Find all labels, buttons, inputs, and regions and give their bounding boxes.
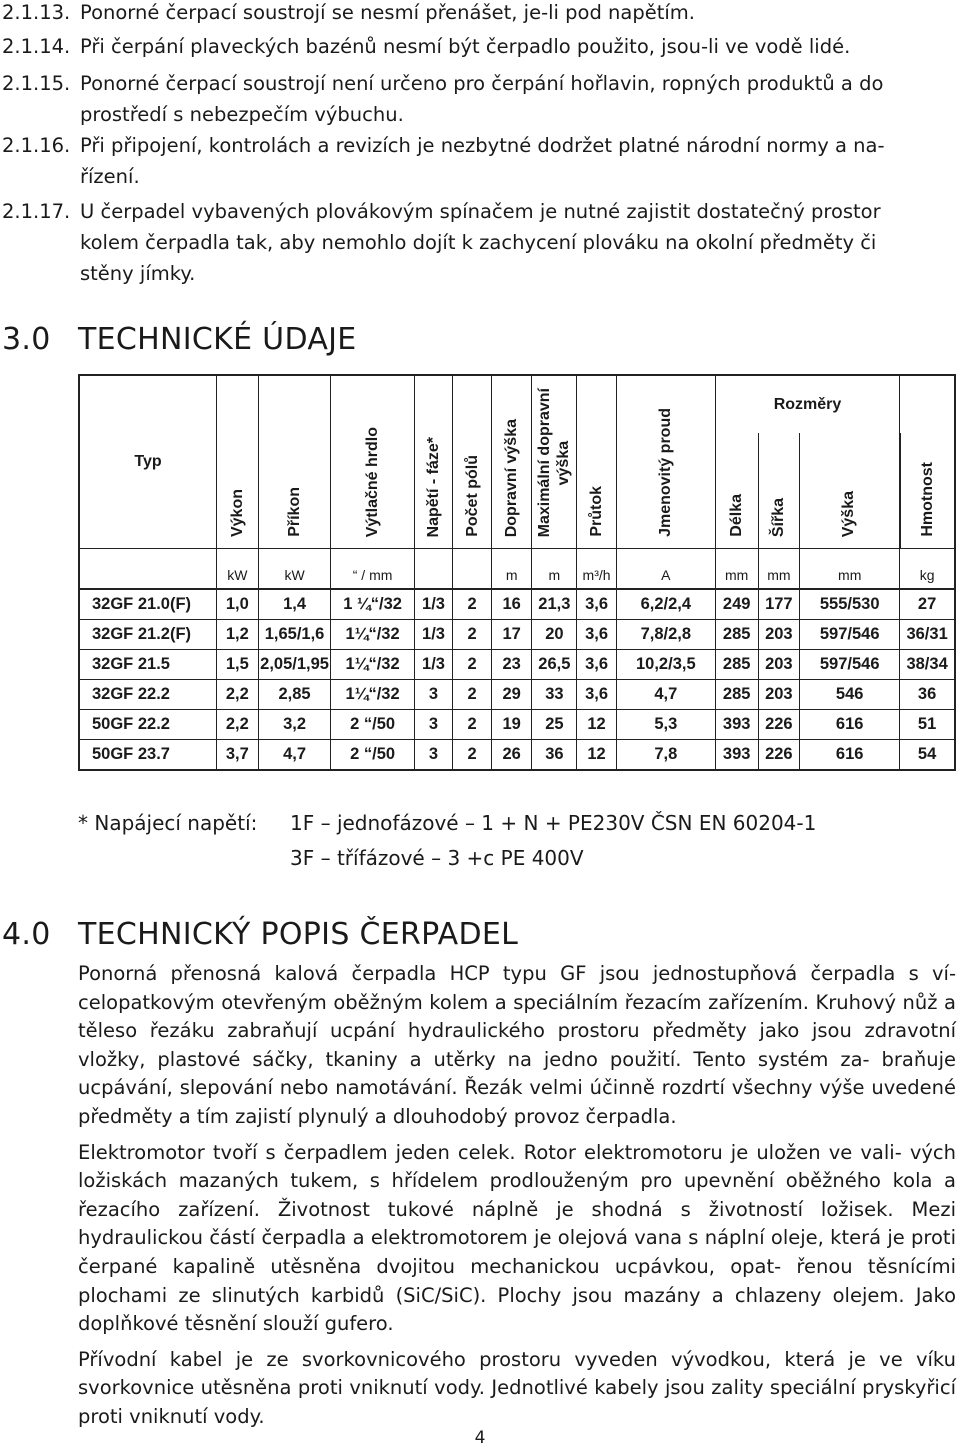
value-cell: 2 xyxy=(453,740,492,771)
unit-cell xyxy=(453,549,492,590)
item-text-line: U čerpadel vybavených plovákovým spínačem je nutné zajistit dostatečný prostor xyxy=(80,200,881,223)
value-cell: 226 xyxy=(758,710,800,740)
header-delka: Délka xyxy=(715,433,758,549)
units-row xyxy=(79,549,955,590)
value-cell: 5,3 xyxy=(616,710,715,740)
value-cell: 2 “/50 xyxy=(331,710,414,740)
value-cell: 7,8/2,8 xyxy=(616,620,715,650)
value-cell: 1,65/1,6 xyxy=(258,620,331,650)
value-cell: 6,2/2,4 xyxy=(616,589,715,620)
value-cell: 1 ¼“/32 xyxy=(331,589,414,620)
item-number: 2.1.16. xyxy=(2,134,71,157)
model-cell: 32GF 21.2(F) xyxy=(79,620,217,650)
unit-cell: m³/h xyxy=(577,549,617,590)
value-cell: 12 xyxy=(577,740,617,771)
unit-cell: mm xyxy=(758,549,800,590)
header-typ: Typ xyxy=(79,375,217,549)
value-cell: 3 xyxy=(414,680,453,710)
item-2-1-17 xyxy=(2,197,960,293)
value-cell: 20 xyxy=(532,620,577,650)
item-number: 2.1.15. xyxy=(2,72,71,95)
technical-data-table xyxy=(78,374,956,771)
header-hmotnost: Hmotnost xyxy=(900,375,955,549)
header-prutok: Průtok xyxy=(577,375,617,549)
value-cell: 16 xyxy=(491,589,532,620)
value-cell: 26 xyxy=(491,740,532,771)
table-row xyxy=(79,680,955,710)
value-cell: 546 xyxy=(800,680,900,710)
value-cell: 36 xyxy=(532,740,577,771)
table-row xyxy=(79,620,955,650)
value-cell: 393 xyxy=(715,740,758,771)
item-text: Při čerpání plaveckých bazénů nesmí být čerpadlo použito, jsou-li ve vodě lidé. xyxy=(80,35,851,58)
header-sirka: Šířka xyxy=(758,433,800,549)
value-cell: 26,5 xyxy=(532,650,577,680)
model-cell: 32GF 21.5 xyxy=(79,650,217,680)
value-cell: 1,4 xyxy=(258,589,331,620)
value-cell: 38/34 xyxy=(900,650,955,680)
item-text-line: kolem čerpadla tak, aby nemohlo dojít k zachycení plováku na okolní předměty či xyxy=(80,231,877,254)
value-cell: 177 xyxy=(758,589,800,620)
value-cell: 2,2 xyxy=(217,680,259,710)
value-cell: 23 xyxy=(491,650,532,680)
value-cell: 3,7 xyxy=(217,740,259,771)
section-number: 4.0 xyxy=(2,917,51,952)
value-cell: 33 xyxy=(532,680,577,710)
value-cell: 203 xyxy=(758,680,800,710)
item-text-line: prostředí s nebezpečím výbuchu. xyxy=(80,103,404,126)
section-3-heading xyxy=(2,322,702,362)
unit-cell: kW xyxy=(258,549,331,590)
value-cell: 3,6 xyxy=(577,620,617,650)
unit-cell: m xyxy=(532,549,577,590)
value-cell: 19 xyxy=(491,710,532,740)
value-cell: 226 xyxy=(758,740,800,771)
item-text-line: řízení. xyxy=(80,165,140,188)
table-row xyxy=(79,650,955,680)
header-prikon: Příkon xyxy=(258,375,331,549)
header-vykon: Výkon xyxy=(217,375,259,549)
item-text-line: Při připojení, kontrolách a revizích je nezbytné dodržet platné národní normy a na- xyxy=(80,134,885,157)
value-cell: 203 xyxy=(758,620,800,650)
item-number: 2.1.14. xyxy=(2,35,71,58)
value-cell: 10,2/3,5 xyxy=(616,650,715,680)
value-cell: 1/3 xyxy=(414,650,453,680)
header-dopravni-vyska: Dopravní výška xyxy=(491,375,532,549)
header-napeti: Napětí - fáze* xyxy=(414,375,453,549)
value-cell: 3,6 xyxy=(577,650,617,680)
description-text xyxy=(78,960,956,1439)
value-cell: 1¼“/32 xyxy=(331,620,414,650)
section-number: 3.0 xyxy=(2,322,51,357)
value-cell: 4,7 xyxy=(258,740,331,771)
value-cell: 1,2 xyxy=(217,620,259,650)
unit-cell: m xyxy=(491,549,532,590)
item-2-1-15 xyxy=(2,69,960,133)
header-rozmery: Rozměry xyxy=(715,375,899,433)
value-cell: 1¼“/32 xyxy=(331,650,414,680)
value-cell: 2,2 xyxy=(217,710,259,740)
value-cell: 2 xyxy=(453,620,492,650)
table-row xyxy=(79,589,955,620)
footnote-1f: 1F – jednofázové – 1 + N + PE230V ČSN EN 60204-1 xyxy=(290,811,817,835)
value-cell: 3,2 xyxy=(258,710,331,740)
value-cell: 3 xyxy=(414,740,453,771)
value-cell: 2 xyxy=(453,589,492,620)
value-cell: 1/3 xyxy=(414,589,453,620)
header-max-dopravni-vyska: Maximální dopravní výška xyxy=(532,375,577,549)
header-hrdlo: Výtlačné hrdlo xyxy=(331,375,414,549)
value-cell: 2 “/50 xyxy=(331,740,414,771)
value-cell: 3 xyxy=(414,710,453,740)
item-text-line: stěny jímky. xyxy=(80,262,196,285)
value-cell: 3,6 xyxy=(577,680,617,710)
value-cell: 203 xyxy=(758,650,800,680)
value-cell: 1,5 xyxy=(217,650,259,680)
value-cell: 21,3 xyxy=(532,589,577,620)
value-cell: 2 xyxy=(453,650,492,680)
value-cell: 597/546 xyxy=(800,650,900,680)
item-2-1-14 xyxy=(2,32,960,62)
page-number: 4 xyxy=(474,1428,486,1448)
value-cell: 1¼“/32 xyxy=(331,680,414,710)
value-cell: 2,05/1,95 xyxy=(258,650,331,680)
value-cell: 393 xyxy=(715,710,758,740)
value-cell: 1,0 xyxy=(217,589,259,620)
model-cell: 50GF 23.7 xyxy=(79,740,217,771)
unit-cell xyxy=(79,549,217,590)
paragraph: Přívodní kabel je ze svorkovnicového prostoru vyveden vývodkou, která je ve víku svorkovnice utěsněna proti vniknutí vody. Jednotlivé kabely jsou zality speciální pryskyřicí proti vniknutí vody. xyxy=(78,1347,956,1428)
value-cell: 36 xyxy=(900,680,955,710)
item-text-line: Ponorné čerpací soustrojí není určeno pro čerpání hořlavin, ropných produktů a do xyxy=(80,72,884,95)
value-cell: 616 xyxy=(800,710,900,740)
unit-cell: “ / mm xyxy=(331,549,414,590)
model-cell: 50GF 22.2 xyxy=(79,710,217,740)
table-row xyxy=(79,710,955,740)
value-cell: 249 xyxy=(715,589,758,620)
section-4-heading xyxy=(2,917,902,957)
footnote-3f: 3F – třífázové – 3 +c PE 400V xyxy=(290,846,584,870)
value-cell: 7,8 xyxy=(616,740,715,771)
item-text: Ponorné čerpací soustrojí se nesmí přenášet, je-li pod napětím. xyxy=(80,1,695,24)
table-body xyxy=(79,589,955,770)
value-cell: 4,7 xyxy=(616,680,715,710)
footnote-line-2 xyxy=(290,843,890,875)
value-cell: 2 xyxy=(453,710,492,740)
value-cell: 2 xyxy=(453,680,492,710)
value-cell: 1/3 xyxy=(414,620,453,650)
section-title: TECHNICKÉ ÚDAJE xyxy=(78,322,357,357)
value-cell: 51 xyxy=(900,710,955,740)
unit-cell: mm xyxy=(715,549,758,590)
value-cell: 27 xyxy=(900,589,955,620)
item-2-1-13 xyxy=(2,0,960,28)
value-cell: 29 xyxy=(491,680,532,710)
value-cell: 285 xyxy=(715,650,758,680)
unit-cell: mm xyxy=(800,549,900,590)
value-cell: 12 xyxy=(577,710,617,740)
header-poly: Počet pólů xyxy=(453,375,492,549)
unit-cell: kW xyxy=(217,549,259,590)
header-vyska: Výška xyxy=(800,433,900,549)
value-cell: 36/31 xyxy=(900,620,955,650)
value-cell: 3,6 xyxy=(577,589,617,620)
header-proud: Jmenovitý proud xyxy=(616,375,715,549)
unit-cell: kg xyxy=(900,549,955,590)
item-2-1-16 xyxy=(2,131,960,195)
section-title: TECHNICKÝ POPIS ČERPADEL xyxy=(78,917,519,952)
paragraph: Elektromotor tvoří s čerpadlem jeden celek. Rotor elektromotoru je uložen ve vali- vých ložiskách mazaných tukem, s hřídelem prodlouženým pro upevnění oběžného kola a řezacího zařízení. Životnost tukové náplně je shodná s životností ložisek. Mezi hydraulickou částí čerpadla a elektromotorem je olejová vana s náplní oleje, která je proti čerpané kapalině utěsněna dvojitou mechanickou ucpávkou, opat- řenou těsnícími plochami ze slinutých karbidů (SiC/SiC). Plochy jsou mazány a chlazeny olejem. Jako doplňkové těsnění slouží gufero. xyxy=(78,1140,956,1336)
model-cell: 32GF 21.0(F) xyxy=(79,589,217,620)
item-number: 2.1.17. xyxy=(2,200,71,223)
table-row xyxy=(79,740,955,771)
value-cell: 285 xyxy=(715,680,758,710)
footnote-label: * Napájecí napětí: xyxy=(78,811,258,835)
value-cell: 54 xyxy=(900,740,955,771)
value-cell: 555/530 xyxy=(800,589,900,620)
value-cell: 285 xyxy=(715,620,758,650)
unit-cell: A xyxy=(616,549,715,590)
item-number: 2.1.13. xyxy=(2,1,71,24)
paragraph: Ponorná přenosná kalová čerpadla HCP typu GF jsou jednostupňová čerpadla s ví- celopatkovým otevřeným oběžným kolem a speciálním řezacím zařízením. Kruhový nůž a těleso řezáku zabraňují ucpání hydraulického prostoru předměty jako jsou zdravotní vložky, plastové sáčky, tkaniny a utěrky na jedno použití. Tento systém za- braňuje ucpávání, slepování nebo namotávání. Řezák velmi účinně rozdrtí všechny výše uvedené předměty a tím zajistí plynulý a dlouhodobý provoz čerpadla. xyxy=(78,962,956,1128)
value-cell: 597/546 xyxy=(800,620,900,650)
value-cell: 25 xyxy=(532,710,577,740)
value-cell: 17 xyxy=(491,620,532,650)
value-cell: 2,85 xyxy=(258,680,331,710)
footnote-line-1 xyxy=(78,808,958,840)
model-cell: 32GF 22.2 xyxy=(79,680,217,710)
unit-cell xyxy=(414,549,453,590)
value-cell: 616 xyxy=(800,740,900,771)
